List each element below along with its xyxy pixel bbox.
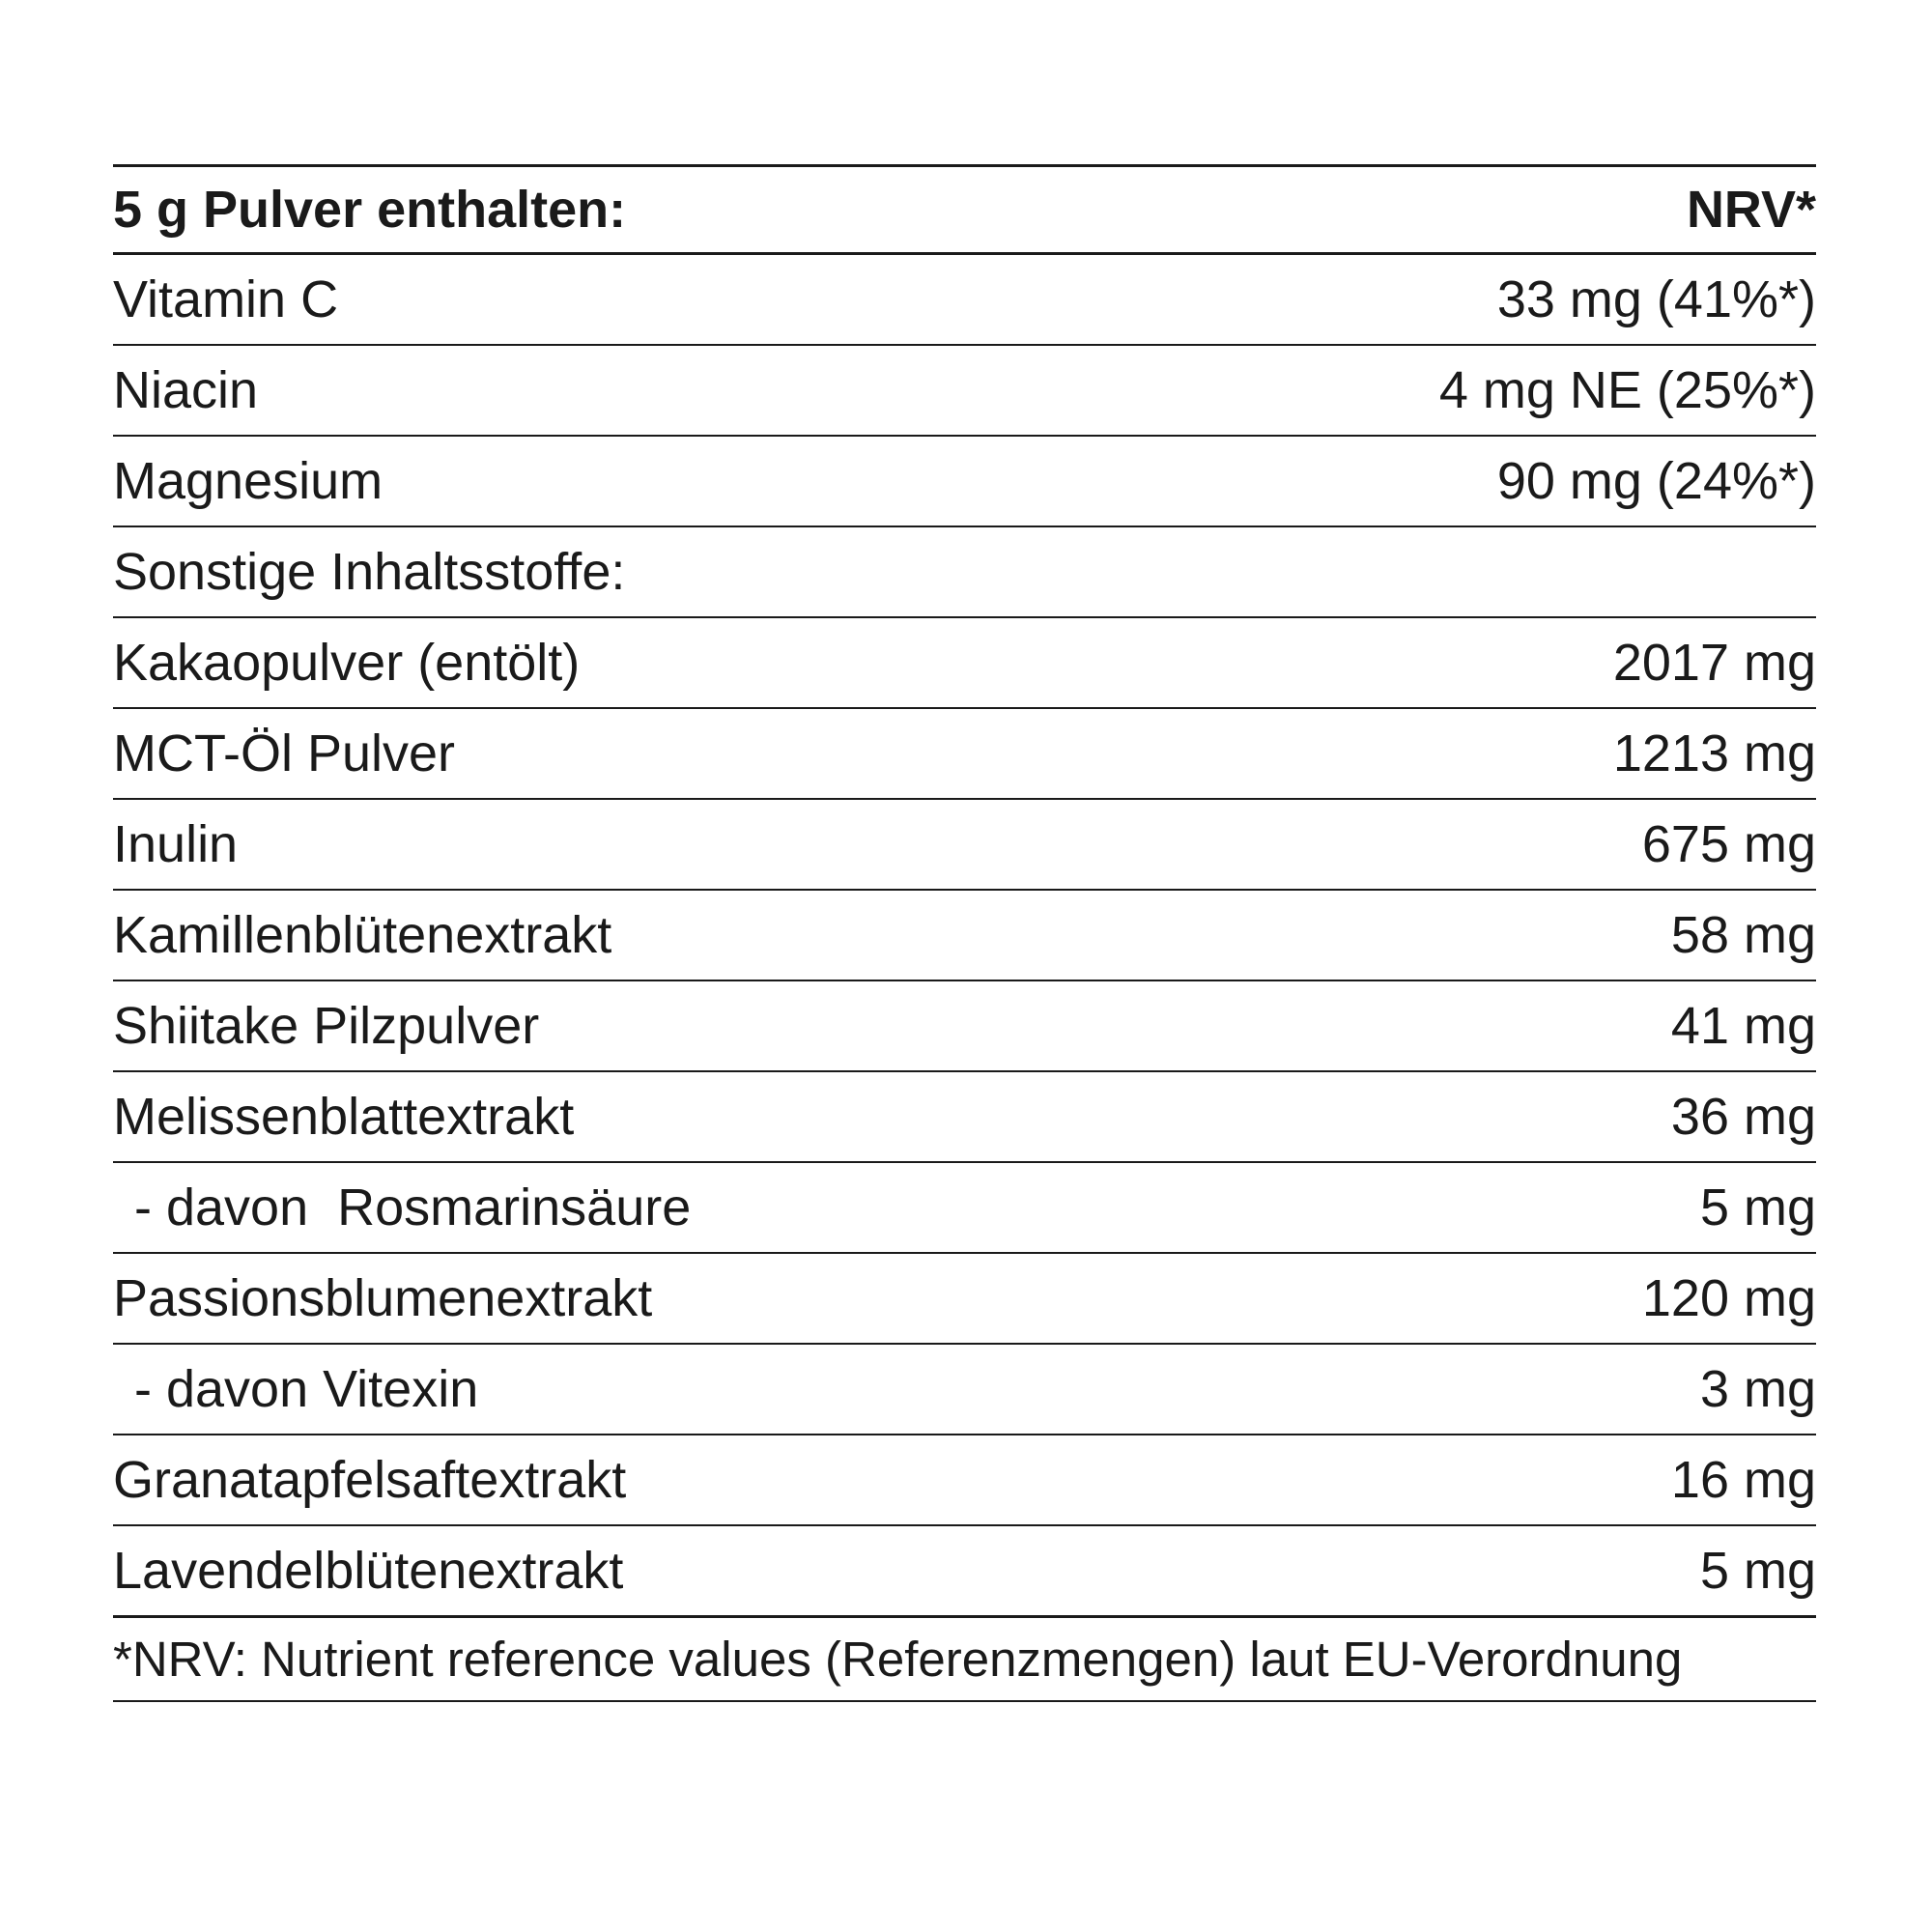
table-row-melissen	[113, 1072, 1816, 1163]
row-label: Vitamin C	[113, 270, 339, 328]
row-value: 2017 mg	[1612, 634, 1816, 692]
header-title: 5 g Pulver enthalten:	[113, 181, 627, 239]
table-row-magnesium	[113, 437, 1816, 527]
table-row-other-ingredients-heading	[113, 527, 1816, 618]
row-value: 16 mg	[1670, 1451, 1816, 1509]
row-label: Shiitake Pilzpulver	[113, 997, 540, 1055]
row-label: Granatapfelsaftextrakt	[113, 1451, 627, 1509]
row-value: 90 mg (24%*)	[1496, 452, 1816, 510]
row-value: 36 mg	[1670, 1088, 1816, 1146]
table-row-vitexin	[113, 1345, 1816, 1435]
table-header	[113, 167, 1816, 255]
row-label: - davon Rosmarinsäure	[134, 1179, 692, 1236]
row-label: Passionsblumenextrakt	[113, 1269, 653, 1327]
table-row-vitamin-c	[113, 255, 1816, 346]
nrv-footnote: *NRV: Nutrient reference values (Referenzmengen) laut EU-Verordnung	[113, 1617, 1816, 1702]
row-value: 120 mg	[1641, 1269, 1816, 1327]
header-nrv-label: NRV*	[1686, 181, 1816, 239]
table-row-granatapfel	[113, 1435, 1816, 1526]
table-row-kamillen	[113, 891, 1816, 981]
row-label: Lavendelblütenextrakt	[113, 1542, 624, 1600]
row-label: Niacin	[113, 361, 259, 419]
row-label: MCT-Öl Pulver	[113, 724, 456, 782]
row-label: Melissenblattextrakt	[113, 1088, 575, 1146]
row-value: 3 mg	[1699, 1360, 1816, 1418]
row-label: Magnesium	[113, 452, 384, 510]
table-row-niacin	[113, 346, 1816, 437]
row-label: Kakaopulver (entölt)	[113, 634, 581, 692]
table-row-shiitake	[113, 981, 1816, 1072]
table-row-rosmarinsaeure	[113, 1163, 1816, 1254]
nutrition-table	[113, 164, 1816, 1702]
row-value: 5 mg	[1699, 1542, 1816, 1600]
table-row-kakaopulver	[113, 618, 1816, 709]
table-row-lavendel	[113, 1526, 1816, 1617]
row-label: Kamillenblütenextrakt	[113, 906, 612, 964]
row-value: 33 mg (41%*)	[1496, 270, 1816, 328]
table-row-passionsblumen	[113, 1254, 1816, 1345]
row-label: Inulin	[113, 815, 239, 873]
row-value: 58 mg	[1670, 906, 1816, 964]
row-value: 41 mg	[1670, 997, 1816, 1055]
row-label: Sonstige Inhaltsstoffe:	[113, 543, 626, 601]
row-value: 1213 mg	[1612, 724, 1816, 782]
row-value: 5 mg	[1699, 1179, 1816, 1236]
row-label: - davon Vitexin	[134, 1360, 479, 1418]
table-row-inulin	[113, 800, 1816, 891]
row-value: 675 mg	[1641, 815, 1816, 873]
row-value: 4 mg NE (25%*)	[1438, 361, 1816, 419]
table-row-mct-oil	[113, 709, 1816, 800]
